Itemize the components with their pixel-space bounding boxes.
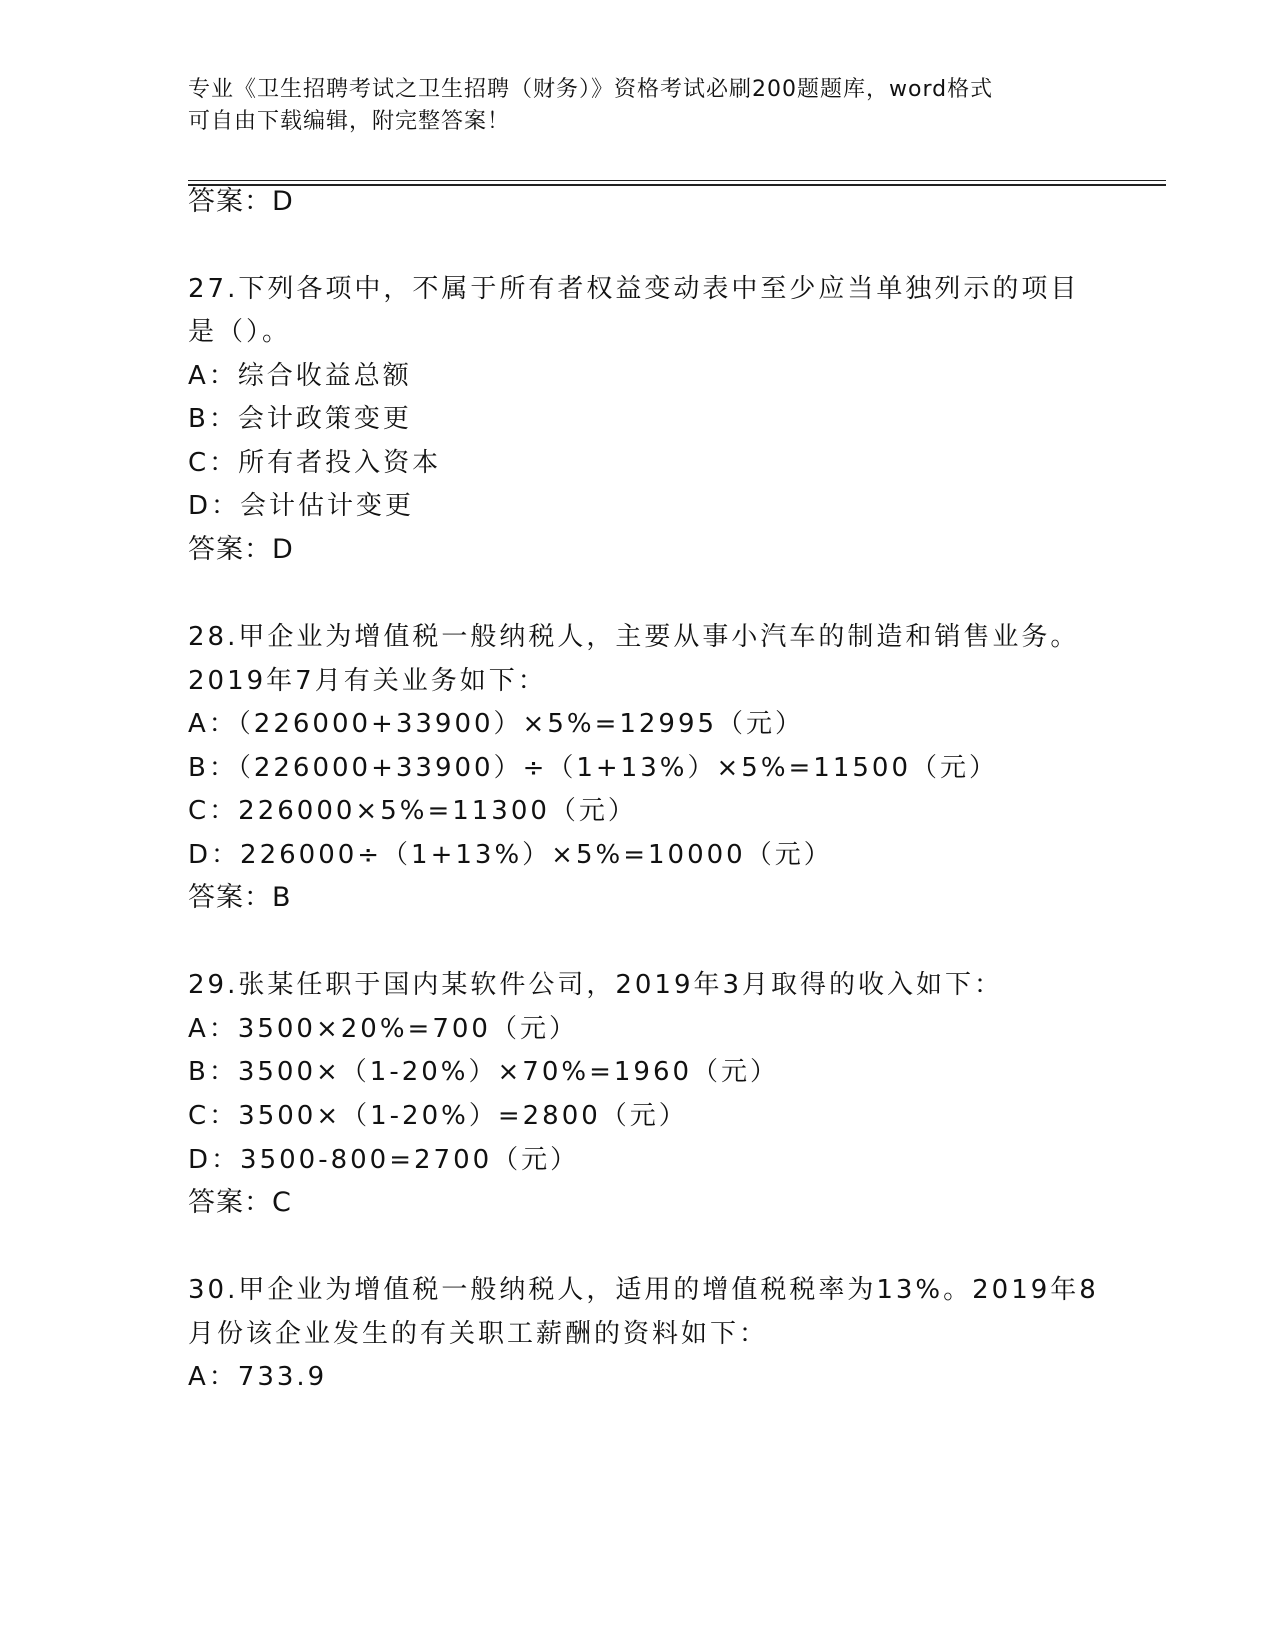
header-line-2: 可自由下载编辑，附完整答案！: [188, 109, 511, 134]
answer-q26: 答案：D: [188, 186, 294, 217]
answer-q28: 答案：B: [188, 882, 292, 913]
question-28-option-b: B：（226000+33900）÷（1+13%）×5%=11500（元）: [188, 753, 999, 783]
question-27-stem-line-1: 27.下列各项中，不属于所有者权益变动表中至少应当单独列示的项目: [188, 274, 1080, 304]
question-27-option-a: A：综合收益总额: [188, 361, 412, 391]
question-27-option-b: B：会计政策变更: [188, 404, 412, 434]
question-29-option-c: C：3500×（1-20%）=2800（元）: [188, 1101, 688, 1131]
question-28-stem-line-1: 28.甲企业为增值税一般纳税人，主要从事小汽车的制造和销售业务。: [188, 622, 1080, 652]
question-29-option-b: B：3500×（1-20%）×70%=1960（元）: [188, 1057, 780, 1087]
answer-q29: 答案：C: [188, 1187, 292, 1218]
question-28-option-c: C：226000×5%=11300（元）: [188, 796, 637, 826]
question-27-stem-line-2: 是（）。: [188, 317, 292, 347]
header-divider-thick: [188, 184, 1166, 186]
question-30-option-a: A：733.9: [188, 1362, 328, 1392]
header-line-1: 专业《卫生招聘考试之卫生招聘（财务）》资格考试必刷200题题库，word格式: [188, 77, 994, 102]
question-27-option-d: D：会计估计变更: [188, 491, 415, 521]
question-28-stem-line-2: 2019年7月有关业务如下：: [188, 666, 547, 696]
document-header: [188, 74, 1088, 138]
question-29-option-d: D：3500-800=2700（元）: [188, 1145, 580, 1175]
question-28-option-a: A：（226000+33900）×5%=12995（元）: [188, 709, 805, 739]
header-divider-thin: [188, 180, 1166, 181]
question-28-option-d: D：226000÷（1+13%）×5%=10000（元）: [188, 840, 833, 870]
question-29-stem-line-1: 29.张某任职于国内某软件公司，2019年3月取得的收入如下：: [188, 970, 1004, 1000]
question-30-stem-line-1: 30.甲企业为增值税一般纳税人，适用的增值税税率为13%。2019年8: [188, 1275, 1099, 1305]
question-30-stem-line-2: 月份该企业发生的有关职工薪酬的资料如下：: [188, 1319, 769, 1349]
question-27-option-c: C：所有者投入资本: [188, 448, 442, 478]
question-29-option-a: A：3500×20%=700（元）: [188, 1014, 578, 1044]
answer-q27: 答案：D: [188, 534, 294, 565]
